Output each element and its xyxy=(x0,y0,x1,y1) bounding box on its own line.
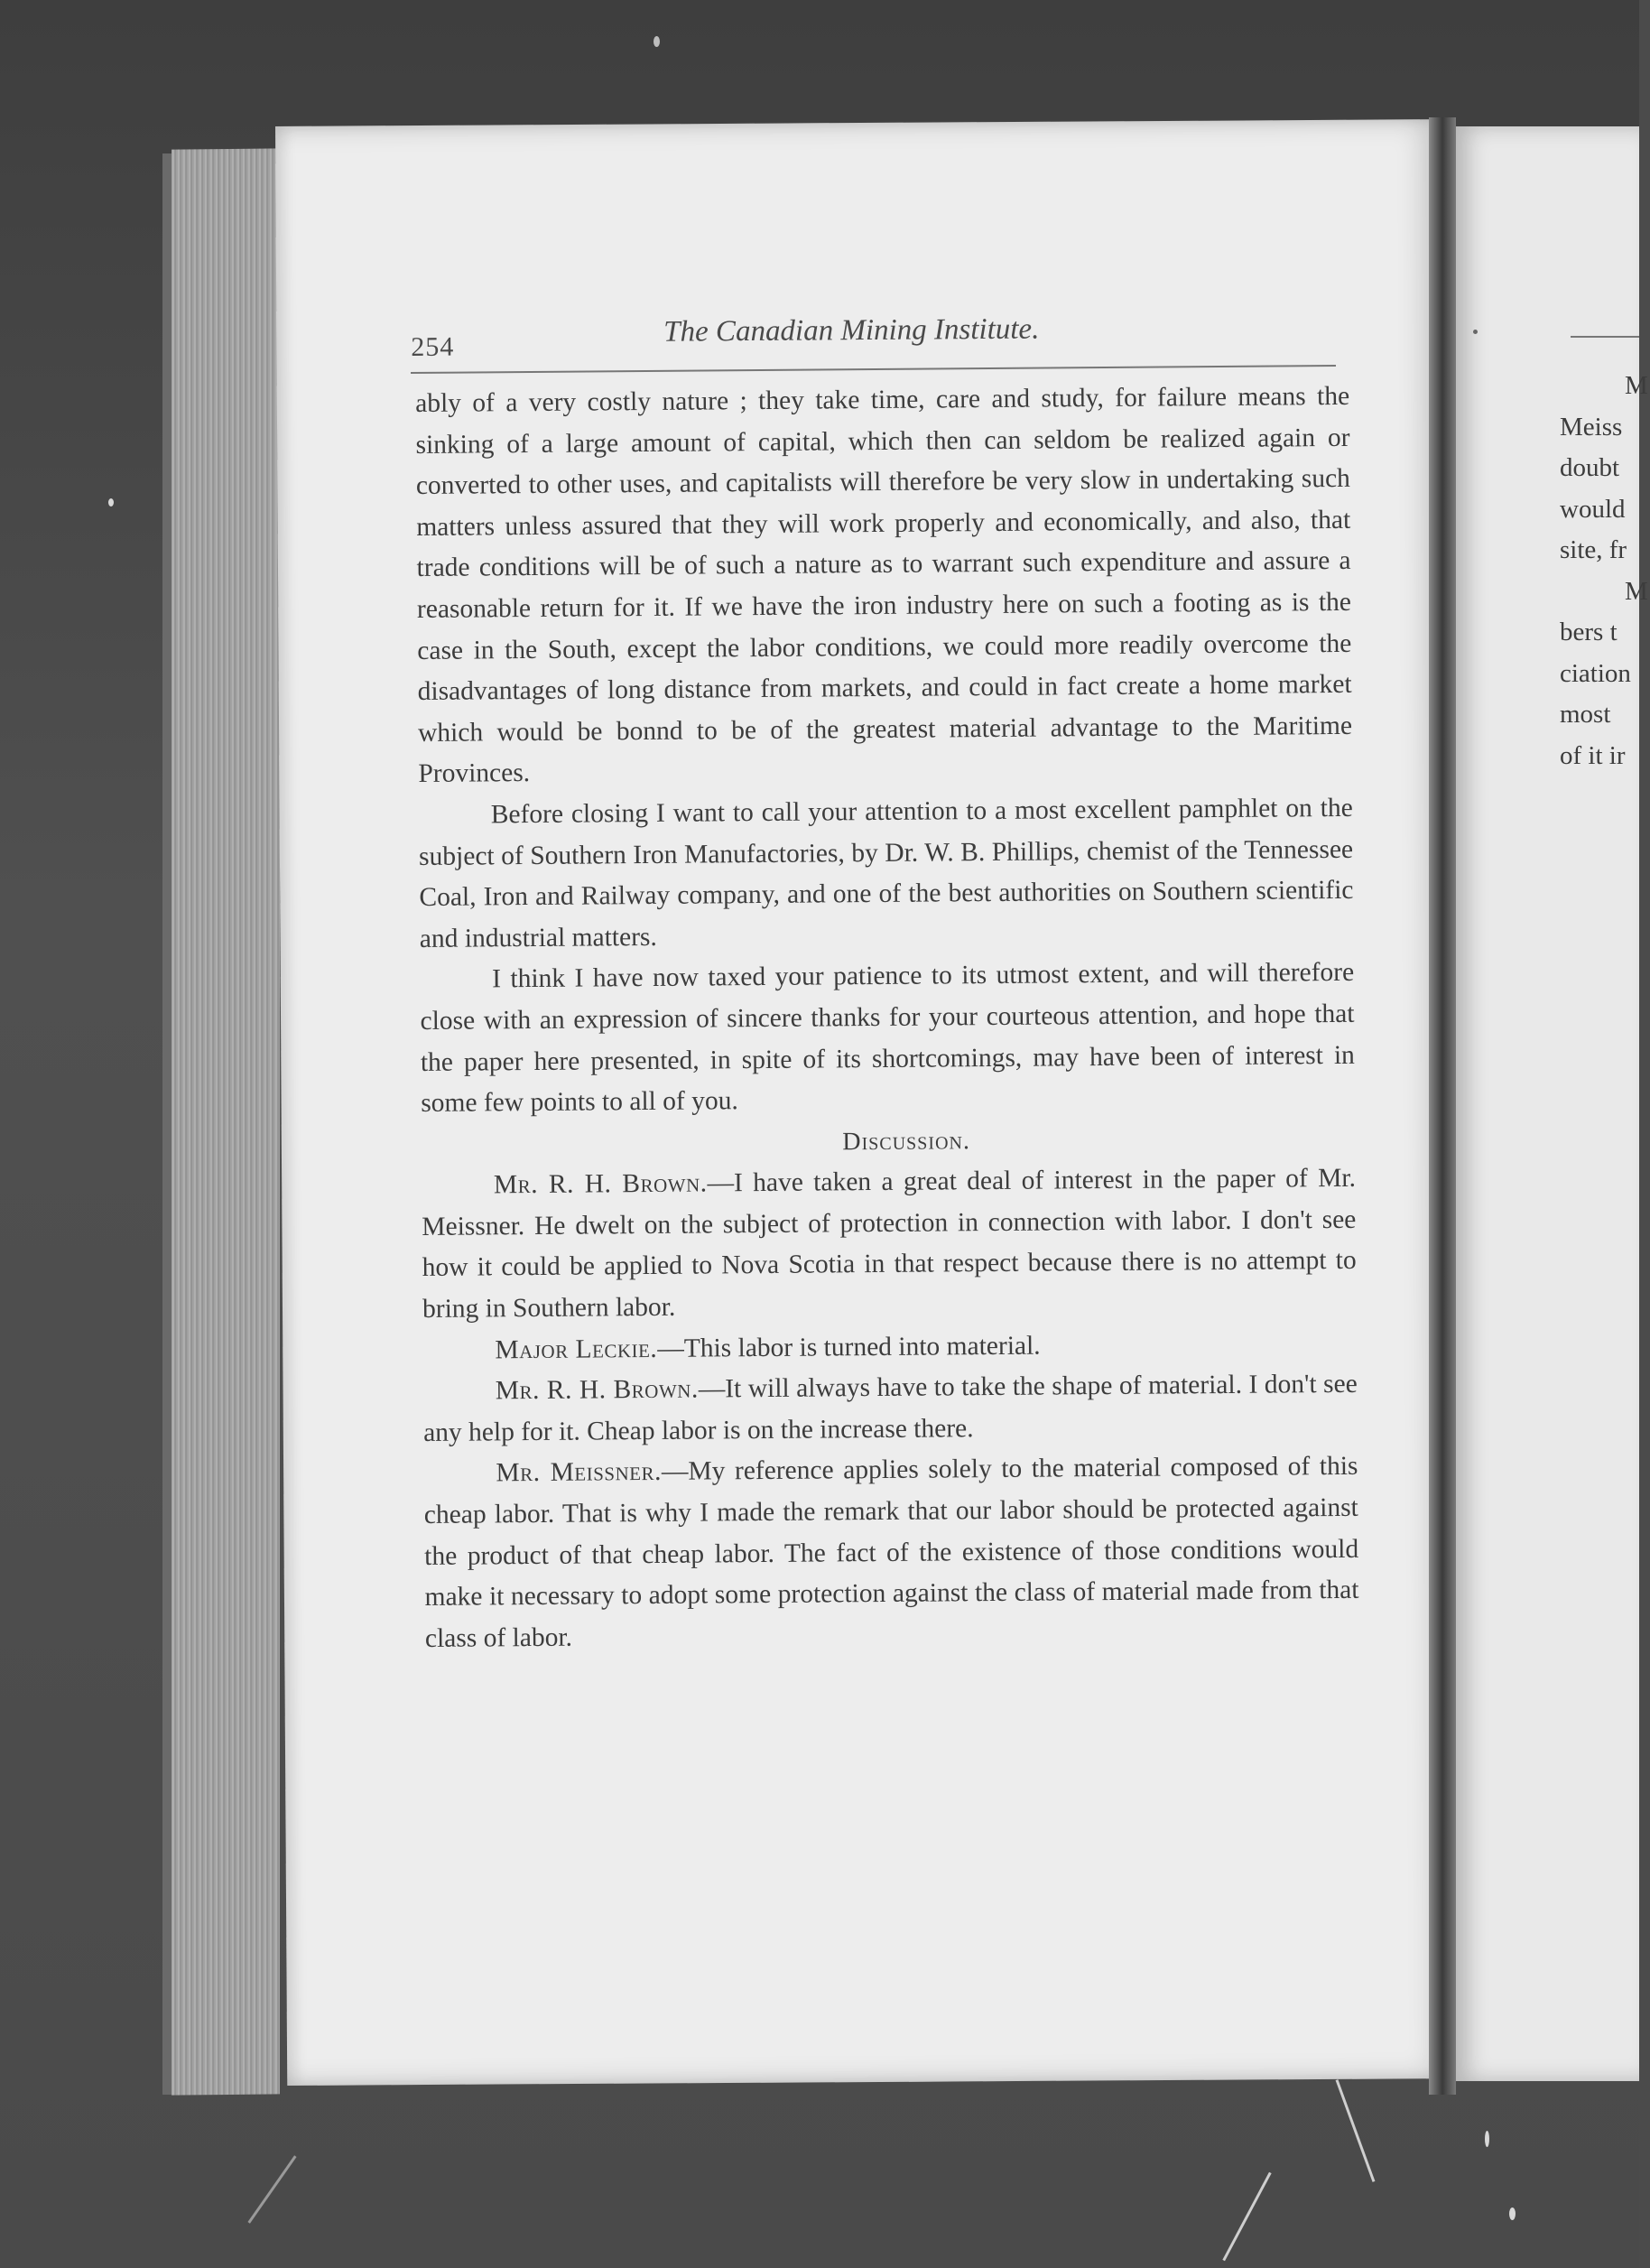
facing-line: doubt xyxy=(1560,453,1620,482)
scan-speck xyxy=(1509,2208,1516,2220)
facing-line: M xyxy=(1625,576,1648,606)
paragraph-pamphlet: Before closing I want to call your attention to a most excellent pamphlet on the subject of Southern Iron Manufactories, by Dr. W. B. Phillips, chemist of the Tennessee Coal, Iron and Railway company, and one of the best authorities on Southern scientific and industrial matters. xyxy=(418,793,1354,953)
speaker-remark: —It will always have to take the shape of material. I don't see any help for it. Cheap labor is on the increase there. xyxy=(422,1370,1358,1447)
discussion-heading: Discussion. xyxy=(842,1126,971,1156)
running-head-title: The Canadian Mining Institute. xyxy=(663,312,1040,349)
speaker-name: Mr. R. H. Brown. xyxy=(495,1374,699,1406)
facing-line: would xyxy=(1560,494,1626,524)
speaker-name: Mr. R. H. Brown. xyxy=(493,1168,708,1200)
book-page-edges xyxy=(171,148,280,2095)
discussion-entry xyxy=(423,1446,1359,1659)
facing-page-header-rule xyxy=(1571,336,1639,338)
paragraph-continuation: ably of a very costly nature ; they take time, care and study, for failure means the sinking of a large amount of capital, which then can seldom be realized again or converted to other uses, and capitalists will therefore be very slow in undertaking such matters unless assured that they will work properly and economically, and also, that trade conditions will be of such a nature as to warrant such expenditure and assure a reasonable return for it. If we have the iron industry here on such a footing as is the case in the South, except the labor conditions, we could more readily overcome the disadvantages of long distance from markets, and could in fact create a home market which would be bonnd to be of the greatest material advantage to the Maritime Provinces. xyxy=(415,381,1353,789)
facing-line: bers t xyxy=(1560,618,1618,646)
facing-line: site, fr xyxy=(1560,535,1627,564)
page-body xyxy=(415,376,1359,1659)
facing-page-text xyxy=(1560,366,1650,776)
page-number: 254 xyxy=(411,331,455,362)
speaker-remark: —My reference applies solely to the material composed of this cheap labor. That is why I made the remark that our labor should be protected against the product of that cheap labor. The fact of the existence of those conditions would make it necessary to adopt some protection against the class of material made from that class of labor. xyxy=(423,1452,1359,1653)
discussion-entry xyxy=(422,1323,1357,1371)
facing-line: Meiss xyxy=(1560,412,1623,442)
speaker-remark: —I have taken a great deal of interest in the paper of Mr. Meissner. He dwelt on the subject of protection in connection with labor. I don't see how it could be applied to Nova Scotia in that respect because there is no attempt to bring in Southern labor. xyxy=(422,1164,1357,1325)
book-gutter xyxy=(1429,117,1456,2095)
scan-speck xyxy=(108,498,114,507)
discussion-entry xyxy=(423,1364,1358,1454)
paragraph-closing: I think I have now taxed your patience to its utmost extent, and will therefore close with an expression of sincere thanks for your courteous attention, and hope that the paper here presented, in spite of its shortcomings, may have been of interest in some few points to all of you. xyxy=(420,958,1355,1119)
scan-speck xyxy=(654,36,660,47)
speaker-name: Major Leckie. xyxy=(495,1334,658,1364)
discussion-entry xyxy=(422,1158,1357,1330)
facing-line: ciation xyxy=(1560,658,1631,688)
facing-line: of it ir xyxy=(1560,740,1626,770)
facing-line: M xyxy=(1625,371,1648,400)
facing-line: most xyxy=(1560,700,1611,729)
scan-speck xyxy=(1485,2131,1489,2147)
running-head xyxy=(411,300,1340,361)
facing-page-mark xyxy=(1473,330,1478,334)
speaker-remark: —This labor is turned into material. xyxy=(657,1331,1041,1363)
speaker-name: Mr. Meissner. xyxy=(496,1457,663,1488)
